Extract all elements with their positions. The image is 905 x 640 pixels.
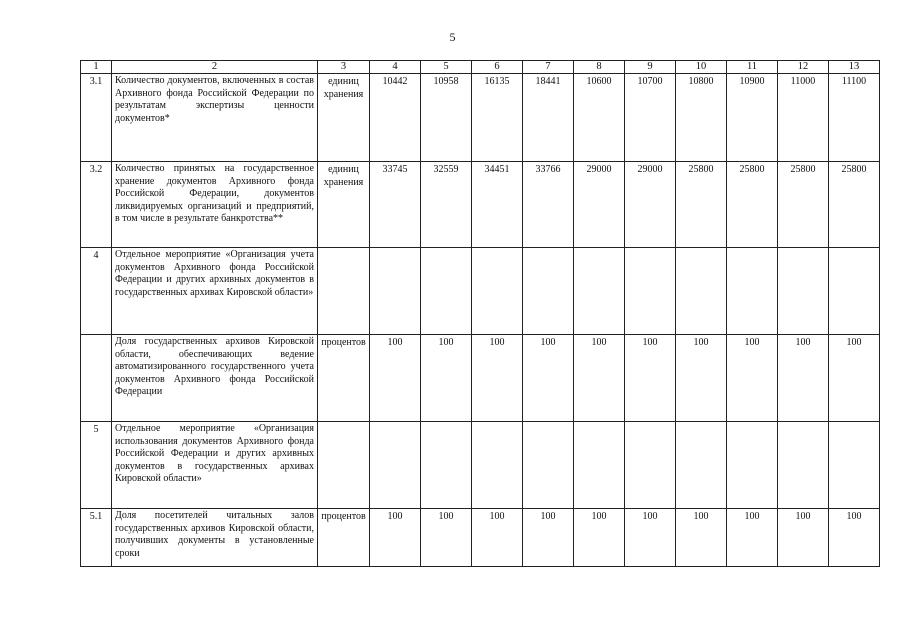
table-row xyxy=(81,422,880,509)
row-number: 5 xyxy=(81,422,112,509)
value-cell xyxy=(778,248,829,335)
value-cell xyxy=(625,422,676,509)
value-cell: 10600 xyxy=(574,74,625,162)
value-cell xyxy=(829,248,880,335)
value-cell: 10900 xyxy=(727,74,778,162)
value-cell xyxy=(829,422,880,509)
value-cell: 100 xyxy=(523,335,574,422)
value-cell: 10800 xyxy=(676,74,727,162)
value-cell: 11000 xyxy=(778,74,829,162)
value-cell: 33766 xyxy=(523,162,574,248)
indicator-name: Отдельное мероприятие «Организация использования документов Архивного фонда Российской Федерации и других архивных документов в государственных архивах Кировской области» xyxy=(112,422,318,509)
value-cell: 100 xyxy=(370,509,421,567)
value-cell xyxy=(727,422,778,509)
value-cell: 100 xyxy=(574,335,625,422)
value-cell: 25800 xyxy=(829,162,880,248)
value-cell: 100 xyxy=(625,509,676,567)
table-row xyxy=(81,509,880,567)
value-cell xyxy=(421,248,472,335)
value-cell: 29000 xyxy=(574,162,625,248)
value-cell xyxy=(421,422,472,509)
value-cell xyxy=(625,248,676,335)
value-cell xyxy=(778,422,829,509)
value-cell xyxy=(727,248,778,335)
unit-of-measure xyxy=(318,422,370,509)
value-cell: 100 xyxy=(472,509,523,567)
value-cell: 100 xyxy=(625,335,676,422)
row-number: 4 xyxy=(81,248,112,335)
indicator-name: Доля посетителей читальных залов государственных архивов Кировской области, получивших документы в установленные сроки xyxy=(112,509,318,567)
value-cell: 100 xyxy=(778,509,829,567)
value-cell: 100 xyxy=(472,335,523,422)
value-cell xyxy=(370,422,421,509)
unit-of-measure: процентов xyxy=(318,335,370,422)
table-body xyxy=(81,61,880,567)
header-cell: 2 xyxy=(112,61,318,74)
header-cell: 8 xyxy=(574,61,625,74)
unit-of-measure: процентов xyxy=(318,509,370,567)
unit-of-measure: единиц хранения xyxy=(318,74,370,162)
value-cell: 25800 xyxy=(778,162,829,248)
header-cell: 5 xyxy=(421,61,472,74)
value-cell: 100 xyxy=(574,509,625,567)
value-cell: 33745 xyxy=(370,162,421,248)
table-row xyxy=(81,248,880,335)
value-cell xyxy=(472,248,523,335)
unit-of-measure: единиц хранения xyxy=(318,162,370,248)
header-cell: 9 xyxy=(625,61,676,74)
value-cell xyxy=(370,248,421,335)
indicator-name: Количество документов, включенных в состав Архивного фонда Российской Федерации по результатам экспертизы ценности документов* xyxy=(112,74,318,162)
value-cell xyxy=(523,248,574,335)
indicator-name: Количество принятых на государственное хранение документов Архивного фонда Российской Федерации, документов ликвидируемых организаций и предприятий, в том числе в результате банкротства** xyxy=(112,162,318,248)
value-cell: 100 xyxy=(829,509,880,567)
header-cell: 13 xyxy=(829,61,880,74)
value-cell xyxy=(574,422,625,509)
value-cell: 10958 xyxy=(421,74,472,162)
header-cell: 4 xyxy=(370,61,421,74)
row-number xyxy=(81,335,112,422)
value-cell: 100 xyxy=(727,335,778,422)
value-cell xyxy=(676,248,727,335)
value-cell: 100 xyxy=(421,335,472,422)
header-cell: 6 xyxy=(472,61,523,74)
row-number: 3.2 xyxy=(81,162,112,248)
value-cell: 100 xyxy=(421,509,472,567)
header-cell: 1 xyxy=(81,61,112,74)
value-cell: 11100 xyxy=(829,74,880,162)
value-cell xyxy=(523,422,574,509)
value-cell: 10700 xyxy=(625,74,676,162)
header-cell: 11 xyxy=(727,61,778,74)
header-cell: 3 xyxy=(318,61,370,74)
table-row xyxy=(81,74,880,162)
value-cell: 100 xyxy=(676,509,727,567)
value-cell: 100 xyxy=(676,335,727,422)
value-cell: 29000 xyxy=(625,162,676,248)
value-cell: 18441 xyxy=(523,74,574,162)
value-cell xyxy=(472,422,523,509)
value-cell: 100 xyxy=(727,509,778,567)
value-cell xyxy=(676,422,727,509)
table-row xyxy=(81,335,880,422)
value-cell xyxy=(574,248,625,335)
indicator-name: Отдельное мероприятие «Организация учета документов Архивного фонда Российской Федерации и других архивных документов в государственных архивах Кировской области» xyxy=(112,248,318,335)
header-cell: 12 xyxy=(778,61,829,74)
table-row xyxy=(81,162,880,248)
row-number: 3.1 xyxy=(81,74,112,162)
value-cell: 25800 xyxy=(676,162,727,248)
value-cell: 16135 xyxy=(472,74,523,162)
header-cell: 7 xyxy=(523,61,574,74)
row-number: 5.1 xyxy=(81,509,112,567)
value-cell: 100 xyxy=(778,335,829,422)
unit-of-measure xyxy=(318,248,370,335)
header-cell: 10 xyxy=(676,61,727,74)
value-cell: 25800 xyxy=(727,162,778,248)
value-cell: 100 xyxy=(523,509,574,567)
page-number: 5 xyxy=(449,30,456,44)
indicators-table xyxy=(80,60,880,567)
value-cell: 100 xyxy=(829,335,880,422)
value-cell: 100 xyxy=(370,335,421,422)
table-header-row xyxy=(81,61,880,74)
value-cell: 32559 xyxy=(421,162,472,248)
value-cell: 34451 xyxy=(472,162,523,248)
value-cell: 10442 xyxy=(370,74,421,162)
indicator-name: Доля государственных архивов Кировской области, обеспечивающих ведение автоматизированного государственного учета документов Архивного фонда Российской Федерации xyxy=(112,335,318,422)
